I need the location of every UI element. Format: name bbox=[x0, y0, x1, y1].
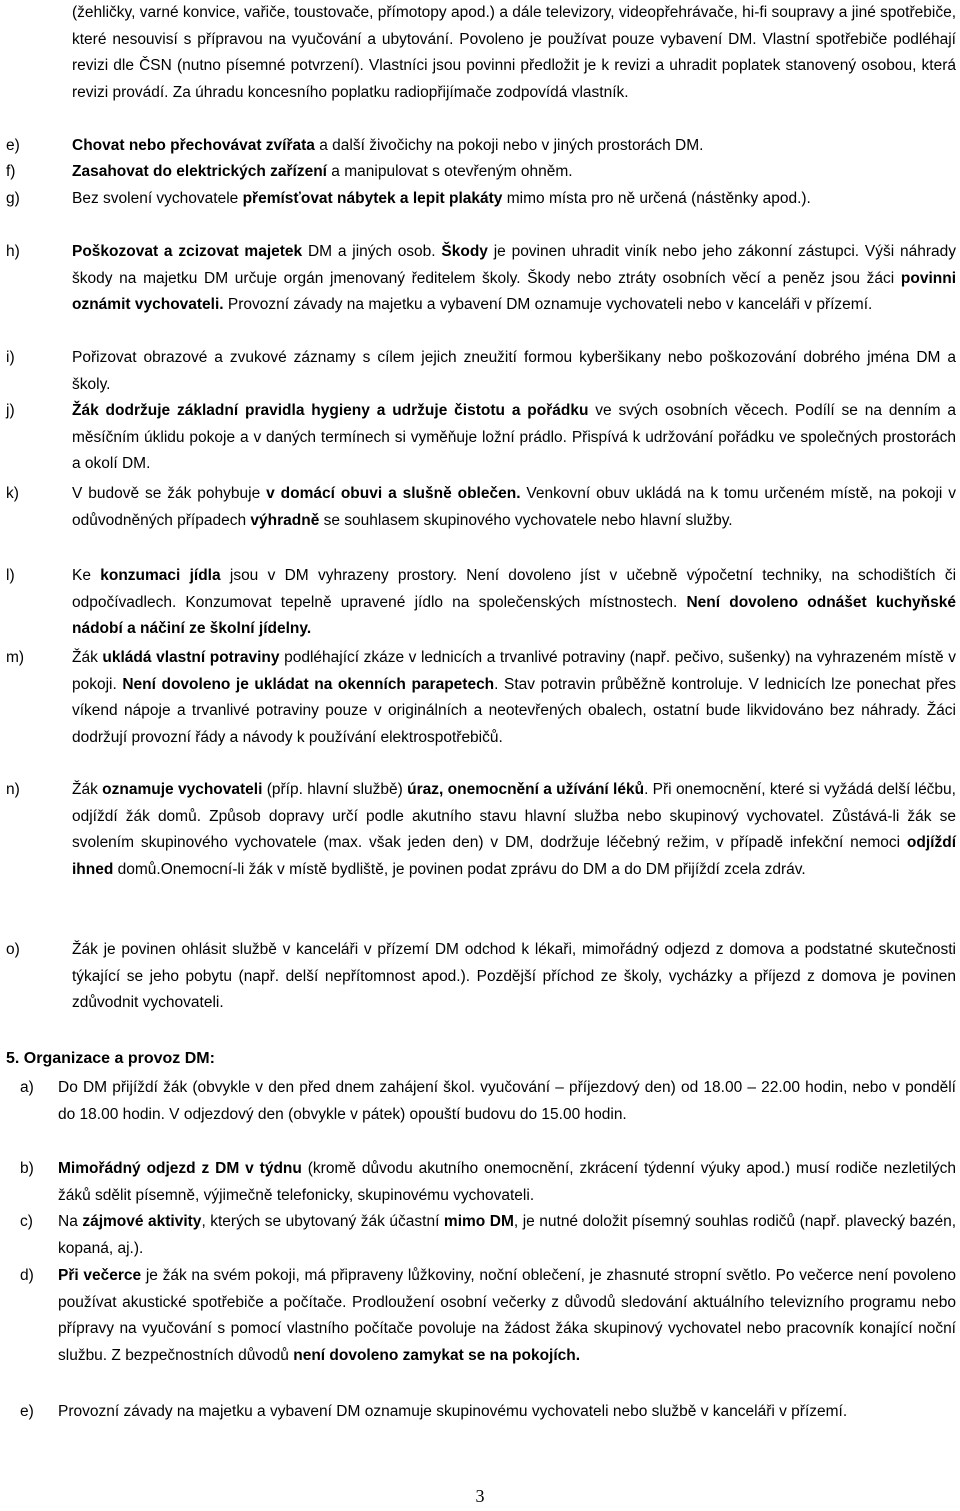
list-label: f) bbox=[6, 163, 16, 180]
bold-text: Mimořádný odjezd z DM v týdnu bbox=[58, 1160, 302, 1177]
text-run: (kromě důvodu akutního onemocnění, zkrácení týdenní výuky apod.) musí rodiče nezletilých žáků sdělit písemně, výjimečně telefonicky, skupinovému vychovateli. bbox=[58, 1160, 956, 1204]
bold-text: konzumaci jídla bbox=[100, 567, 221, 584]
list-item-text bbox=[58, 1263, 956, 1369]
bold-text: úraz, onemocnění a užívání léků bbox=[407, 781, 645, 798]
bold-text: povinni oznámit vychovateli. bbox=[72, 269, 956, 313]
list-item-text bbox=[58, 1399, 956, 1426]
bold-text: výhradně bbox=[250, 511, 320, 529]
text-run: je žák na svém pokoji, má připraveny lůžkoviny, noční oblečení, je zhasnuté stropní světlo. Po večerce není povoleno používat akustické spotřebiče a počítače. Prodloužení osobní večerky z důvodů sledování aktuálního televizního programu nebo přípravy na vyučování s pomocí vlastního počítače povoluje na žádost žáka skupinový vychovatel nebo pracovník konající noční službu. Z bezpečnostních důvodů bbox=[58, 1267, 956, 1364]
text-run: mimo místa pro ně určená (nástěnky apod.). bbox=[502, 190, 811, 207]
bold-text: oznamuje vychovateli bbox=[102, 781, 263, 798]
text-run: V budově se žák pohybuje bbox=[72, 485, 267, 502]
list-item-text bbox=[72, 645, 956, 751]
text-run: Žák je povinen ohlásit službě v kanceláři v přízemí DM odchod k lékaři, mimořádný odjezd z domova a podstatné skutečnosti týkající se jeho pobytu (např. delší nepřítomnost apod.). Pozdější příchod ze školy, vycházky a příjezd z domova je povinen zdůvodnit vychovateli. bbox=[72, 941, 956, 1011]
text-run: Žák bbox=[72, 649, 103, 666]
bold-text: zájmové aktivity bbox=[82, 1213, 202, 1230]
list-label: k) bbox=[6, 485, 19, 502]
section-heading: 5. Organizace a provoz DM: bbox=[6, 1050, 215, 1067]
text-run: se souhlasem skupinového vychovatele nebo hlavní služby. bbox=[319, 511, 733, 529]
list-label: o) bbox=[6, 941, 20, 958]
list-label: e) bbox=[20, 1403, 34, 1420]
bold-text: Není dovoleno je ukládat na okenních parapetech bbox=[122, 675, 495, 693]
list-item-text bbox=[72, 345, 956, 398]
text-run: Ke bbox=[72, 567, 101, 584]
text-run: Provozní závady na majetku a vybavení DM oznamuje vychovateli nebo v kanceláři v přízemí. bbox=[223, 296, 873, 313]
list-item-text bbox=[72, 937, 956, 1017]
text-run: a manipulovat s otevřeným ohněm. bbox=[327, 163, 573, 180]
text-run: . Při onemocnění, které si vyžádá delší léčbu, odjíždí žák domů. Způsob dopravy určí podle akutního stavu hlavní služba nebo skupinový vychovatel. Zůstává-li žák se svolením skupinového vychovatele (max. však jeden den) v DM, dodržuje léčebný režim, v případě infekční nemoci bbox=[72, 781, 956, 851]
text-run: domů.Onemocní-li žák v místě bydliště, je povinen podat zprávu do DM a do DM přijíždí zcela zdráv. bbox=[113, 860, 806, 878]
bold-text: mimo DM bbox=[443, 1213, 514, 1230]
text-run: (příp. hlavní službě) bbox=[262, 781, 408, 798]
list-item-text bbox=[72, 777, 956, 883]
bold-text: Žák dodržuje základní pravidla hygieny a udržuje čistotu a pořádku bbox=[72, 402, 589, 419]
text-run: . Stav potravin průběžně kontroluje. V lednicích lze ponechat přes víkend nápoje a trvanlivé potraviny pouze v originálních a neotevřených obalech, ostatní bude likvidováno bez náhrady. Žáci dodržují provozní řády a návody k používání elektrospotřebičů. bbox=[72, 675, 956, 746]
list-item-text bbox=[72, 398, 956, 478]
page-number: 3 bbox=[475, 1486, 485, 1506]
bold-text: Poškozovat a zcizovat majetek bbox=[72, 243, 303, 260]
text-run: a další živočichy na pokoji nebo v jiných prostorách DM. bbox=[314, 137, 704, 154]
list-item-text bbox=[72, 481, 956, 534]
text-run: Venkovní obuv ukládá na k tomu určeném místě, na pokoji v odůvodněných případech bbox=[72, 485, 956, 529]
bold-text: odjíždí ihned bbox=[72, 834, 956, 878]
text-run: je povinen uhradit viník nebo jeho zákonní zástupci. Výši náhrady škody na majetku DM určuje orgán jmenovaný ředitelem školy. Škody nebo ztráty osobních věcí a peněz jsou žáci bbox=[72, 243, 956, 287]
list-label: l) bbox=[6, 567, 15, 584]
list-item-text bbox=[72, 159, 956, 186]
list-label: m) bbox=[6, 649, 25, 666]
list-label: e) bbox=[6, 137, 20, 154]
list-label: h) bbox=[6, 243, 20, 260]
bold-text: v domácí obuvi a slušně oblečen. bbox=[266, 485, 521, 502]
list-item-text bbox=[72, 186, 956, 213]
bold-text: ukládá vlastní potraviny bbox=[102, 649, 280, 666]
bold-text: Při večerce bbox=[58, 1267, 142, 1284]
text-run: Pořizovat obrazové a zvukové záznamy s cílem jejich zneužití formou kyberšikany nebo poškozování dobrého jména DM a školy. bbox=[72, 349, 956, 393]
list-item-text bbox=[58, 1156, 956, 1209]
list-label: a) bbox=[20, 1079, 34, 1096]
bold-text: Chovat nebo přechovávat zvířata bbox=[72, 137, 315, 154]
continuation-text: (žehličky, varné konvice, vařiče, toustovače, přímotopy apod.) a dále televizory, videopřehrávače, hi-fi soupravy a jiné spotřebiče, které nesouvisí s přípravou na vyučování a ubytování. Povoleno je používat pouze vybavení DM. Vlastní spotřebiče podléhají revizi dle ČSN (nutno písemné potvrzení). Vlastníci jsou povinni předložit je k revizi a uhradit poplatek stanovený osobou, která revizi provádí. Za úhradu koncesního poplatku radiopřijímače zodpovídá vlastník. bbox=[72, 4, 956, 101]
text-run: , je nutné doložit písemný souhlas rodičů (např. plavecký bazén, kopaná, aj.). bbox=[58, 1213, 957, 1257]
text-run: Do DM přijíždí žák (obvykle v den před dnem zahájení škol. vyučování – příjezdový den) od 18.00 – 22.00 hodin, nebo v pondělí do 18.00 hodin. V odjezdový den (obvykle v pátek) opouští budovu do 15.00 hodin. bbox=[58, 1079, 956, 1123]
list-label: c) bbox=[20, 1213, 33, 1230]
continuation-paragraph bbox=[72, 0, 956, 106]
text-run: Na bbox=[58, 1213, 83, 1230]
list-item-text bbox=[58, 1209, 956, 1262]
bold-text: Není dovoleno odnášet kuchyňské nádobí a náčiní ze školní jídelny. bbox=[72, 593, 956, 637]
list-item-text bbox=[72, 563, 956, 643]
list-label: i) bbox=[6, 349, 15, 366]
text-run: podléhající zkáze v lednicích a trvanlivé potraviny (např. pečivo, sušenky) na vyhrazeném místě v pokoji. bbox=[72, 649, 956, 693]
text-run: Bez svolení vychovatele bbox=[72, 190, 243, 207]
text-run: jsou v DM vyhrazeny prostory. Není dovoleno jíst v učebně výpočetní techniky, na schodištích či odpočívadlech. Konzumovat tepelně upravené jídlo na společenských místnostech. bbox=[72, 567, 957, 611]
text-run: Žák bbox=[72, 781, 103, 798]
list-label: b) bbox=[20, 1160, 34, 1177]
bold-text: přemísťovat nábytek a lepit plakáty bbox=[242, 190, 503, 207]
text-run: , kterých se ubytovaný žák účastní bbox=[201, 1213, 444, 1230]
text-run: DM a jiných osob. bbox=[302, 243, 442, 260]
list-label: g) bbox=[6, 190, 20, 207]
list-item-text bbox=[58, 1075, 956, 1128]
text-run: ve svých osobních věcech. Podílí se na denním a měsíčním úklidu pokoje a v daných termínech si vyměňuje ložní prádlo. Přispívá k udržování pořádku ve společných prostorách a okolí DM. bbox=[72, 402, 957, 472]
list-label: j) bbox=[6, 402, 15, 419]
list-label: d) bbox=[20, 1267, 34, 1284]
bold-text: Škody bbox=[441, 243, 488, 260]
text-run: Provozní závady na majetku a vybavení DM oznamuje skupinovému vychovateli nebo službě v kanceláři v přízemí. bbox=[58, 1403, 848, 1420]
bold-text: není dovoleno zamykat se na pokojích. bbox=[293, 1346, 581, 1364]
list-label: n) bbox=[6, 781, 20, 798]
list-item-text bbox=[72, 239, 956, 319]
list-item-text bbox=[72, 133, 956, 160]
bold-text: Zasahovat do elektrických zařízení bbox=[72, 163, 327, 180]
